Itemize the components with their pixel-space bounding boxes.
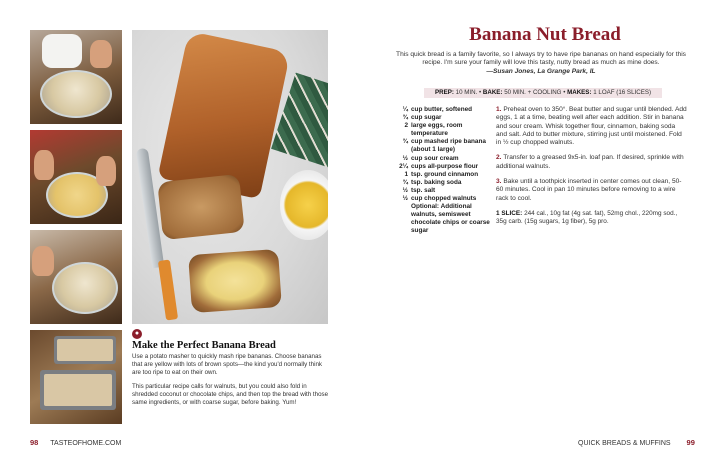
byline: —Susan Jones, La Grange Park, IL <box>486 67 596 75</box>
loaf-pan-image <box>54 336 116 364</box>
prep-value: 10 MIN. <box>455 89 478 96</box>
step-photo-mixing <box>30 30 122 124</box>
buttered-slice-image <box>188 249 282 313</box>
recipe-intro <box>392 51 690 76</box>
intro-text: This quick bread is a family favorite, so I always try to have ripe bananas on hand especially for this recipe. I'm sure your family will love this tasty, nutty bread as much as mine does. <box>396 51 686 67</box>
bake-value: 50 MIN. + COOLING <box>504 89 562 96</box>
ingredient-qty: ½ <box>402 186 408 194</box>
hand-image <box>32 246 54 276</box>
ingredient-name: tsp. ground cinnamon <box>411 170 479 178</box>
tip-paragraph: Use a potato masher to quickly mash ripe bananas. Choose bananas that are yellow with lots of brown spots—the kind you'd normally think are too ripe to eat on their own. <box>132 353 322 376</box>
ingredient-qty: 1 <box>404 170 408 178</box>
ingredient-item <box>396 114 492 122</box>
right-footer <box>578 438 695 447</box>
ingredient-qty: 2¼ <box>399 162 408 170</box>
tip-marker-icon: ● <box>132 329 142 339</box>
ingredient-item <box>396 187 492 195</box>
bowl-image <box>40 70 112 118</box>
ingredient-item <box>396 195 492 203</box>
ingredient-qty: ¾ <box>402 138 408 146</box>
ingredient-list <box>396 106 492 236</box>
ingredient-qty: ½ <box>402 195 408 203</box>
ingredient-name: cup chopped walnuts <box>411 195 477 203</box>
step-list <box>496 106 688 203</box>
ingredient-item <box>396 203 492 235</box>
step-number: 1. <box>496 106 502 113</box>
nutrition-info <box>496 210 688 226</box>
tip-title: Make the Perfect Banana Bread <box>132 340 276 351</box>
tip-paragraph: This particular recipe calls for walnuts, but you could also fold in shredded coconut or chocolate chips, and then top the bread with those same ingredients, or with coarse sugar, before baking. Yum! <box>132 383 329 406</box>
hand-image <box>96 156 116 186</box>
nutrition-label: 1 SLICE: <box>496 209 523 217</box>
ingredient-qty <box>396 203 408 235</box>
bread-slice-image <box>157 174 245 240</box>
ingredient-name: cups all-purpose flour <box>411 162 479 170</box>
step-photo-pans <box>30 330 122 424</box>
ingredient-name: Optional: Additional walnuts, semisweet chocolate chips or coarse sugar <box>411 203 490 235</box>
page-number: 98 <box>30 438 39 447</box>
left-footer <box>30 438 121 447</box>
step-number: 2. <box>496 154 502 162</box>
directions <box>496 106 688 226</box>
ingredient-qty: ¾ <box>402 178 408 186</box>
mixer-image <box>42 34 82 68</box>
makes-value: 1 LOAF (16 SLICES) <box>593 89 652 96</box>
ingredient-item <box>396 163 492 171</box>
ingredient-item <box>396 171 492 179</box>
step-text: Transfer to a greased 9x5-in. loaf pan. If desired, sprinkle with additional walnuts. <box>496 154 684 170</box>
ingredient-name: cup butter, softened <box>411 106 473 113</box>
direction-step <box>496 154 688 171</box>
ingredient-name: cup sugar <box>411 114 442 122</box>
prep-info-bar: PREP: 10 MIN. • BAKE: 50 MIN. + COOLING • MAKES: 1 LOAF (16 SLICES) <box>424 88 662 98</box>
bowl-image <box>52 262 118 314</box>
tip-body <box>132 353 332 407</box>
ingredient-name: cup sour cream <box>411 154 459 162</box>
hand-image <box>34 150 54 180</box>
ingredient-qty: ½ <box>402 154 408 162</box>
step-number: 3. <box>496 178 502 186</box>
hand-image <box>90 40 112 68</box>
ingredient-item <box>396 106 492 114</box>
loaf-pan-image <box>40 370 116 410</box>
ingredient-item <box>396 122 492 138</box>
nutrition-text: 244 cal., 10g fat (4g sat. fat), 52mg chol., 220mg sod., 35g carb. (15g sugars, 1g fiber), 5g pro. <box>496 209 678 225</box>
knife-handle-image <box>158 259 178 320</box>
ingredient-qty: ¼ <box>402 106 408 113</box>
direction-step <box>496 178 688 203</box>
step-text: Bake until a toothpick inserted in center comes out clean, 50-60 minutes. Cool in pan 10 minutes before removing to a wire rack to cool. <box>496 178 682 202</box>
ingredient-item <box>396 155 492 163</box>
prep-label: PREP: <box>434 89 454 96</box>
footer-site: TASTEOFHOME.COM <box>50 440 122 447</box>
ingredient-name: large eggs, room temperature <box>411 122 463 138</box>
direction-step <box>496 106 688 147</box>
step-text: Preheat oven to 350°. Beat butter and sugar until blended. Add eggs, 1 at a time, beating well after each addition. Stir in banana and sour cream. Whisk together flour, cinnamon, baking soda and salt. Add to butter mixture, stirring just until moistened. Fold in ½ cup chopped walnuts. <box>496 106 687 147</box>
recipe-title: Banana Nut Bread <box>469 24 621 45</box>
banana-bread-photo <box>132 30 328 324</box>
loaf-image <box>158 31 291 199</box>
butter-dish-image <box>280 170 328 240</box>
ingredient-qty: 2 <box>404 122 408 130</box>
ingredient-qty: ¾ <box>402 114 408 122</box>
ingredient-name: cup mashed ripe banana (about 1 large) <box>411 138 486 154</box>
step-photo-folding <box>30 230 122 324</box>
ingredient-name: tsp. baking soda <box>411 178 462 186</box>
step-photo-whisking <box>30 130 122 224</box>
bake-label: BAKE: <box>482 89 503 96</box>
ingredient-item <box>396 138 492 154</box>
page-number: 99 <box>686 438 695 447</box>
ingredient-item <box>396 179 492 187</box>
makes-label: MAKES: <box>567 89 592 96</box>
ingredient-name: tsp. salt <box>411 186 436 194</box>
footer-section: QUICK BREADS & MUFFINS <box>578 440 671 447</box>
